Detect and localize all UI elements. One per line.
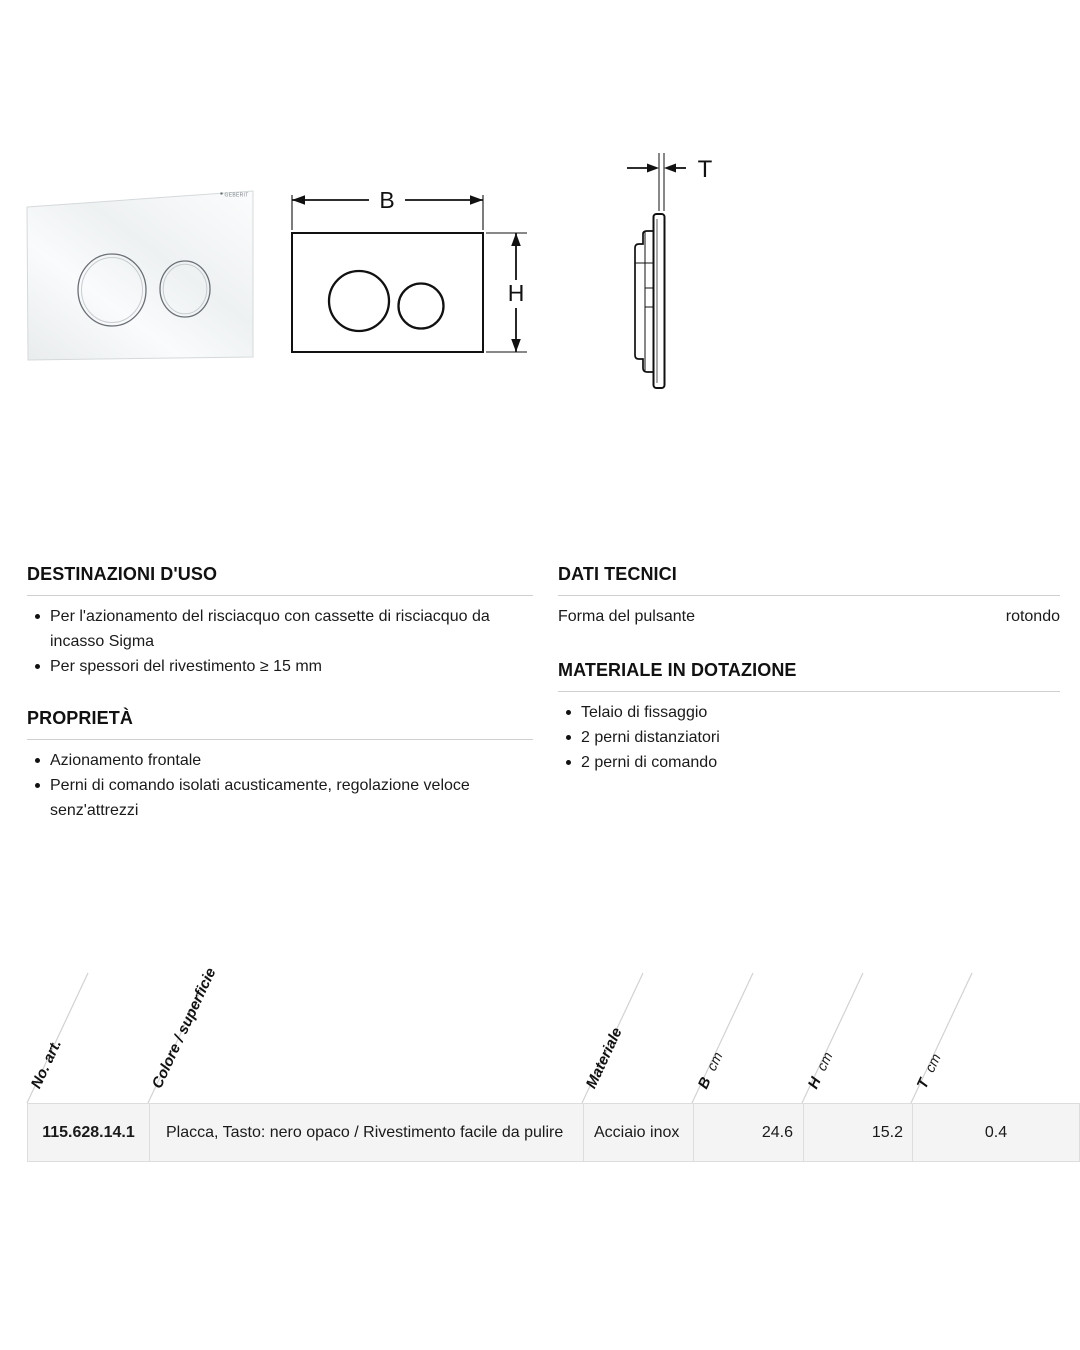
tech-data-row — [558, 604, 1060, 629]
dimension-label-t: T — [697, 156, 713, 183]
list-item: Telaio di fissaggio — [558, 700, 1060, 725]
side-view-drawing — [595, 140, 735, 400]
front-view-drawing — [270, 145, 550, 385]
column-header-label: Colore / superficie — [148, 965, 220, 1092]
column-header-unit: cm — [813, 1049, 836, 1074]
section-title-dati-tecnici: DATI TECNICI — [558, 563, 1060, 596]
side-view-plate — [654, 214, 665, 388]
column-header-label: T — [913, 1076, 933, 1092]
cell-dimension-t: 0.4 — [912, 1104, 1079, 1161]
section-title-proprieta: PROPRIETÀ — [27, 707, 533, 740]
cell-article-number: 115.628.14.1 — [42, 1123, 135, 1141]
flush-plate-image — [27, 191, 253, 360]
left-text-column — [27, 563, 533, 823]
column-header-label: Materiale — [582, 1025, 626, 1092]
proprieta-list — [27, 748, 533, 823]
brand-logo-mark — [221, 193, 223, 195]
h-arrowhead-bottom — [511, 339, 521, 352]
t-arrowhead-right — [664, 164, 676, 173]
product-photo — [15, 178, 265, 373]
tech-data-label: Forma del pulsante — [558, 608, 695, 625]
cell-materiale: Acciaio inox — [583, 1104, 693, 1161]
column-header-label: B — [694, 1074, 715, 1092]
list-item: Per spessori del rivestimento ≥ 15 mm — [27, 654, 533, 679]
section-title-materiale-dotazione: MATERIALE IN DOTAZIONE — [558, 659, 1060, 692]
list-item: Per l'azionamento del risciacquo con cassette di risciacquo da incasso Sigma — [27, 604, 533, 654]
cell-dimension-b: 24.6 — [693, 1104, 803, 1161]
b-arrowhead-left — [292, 195, 305, 205]
column-header-label: No. art. — [27, 1037, 66, 1092]
list-item: Perni di comando isolati acusticamente, regolazione veloce senz'attrezzi — [27, 773, 533, 823]
list-item: Azionamento frontale — [27, 748, 533, 773]
right-text-column — [558, 563, 1060, 775]
destinazioni-uso-list — [27, 604, 533, 679]
brand-logo-text: GEBERIT — [224, 192, 249, 199]
dimension-label-h: H — [507, 280, 525, 306]
list-item: 2 perni di comando — [558, 750, 1060, 775]
tech-data-value: rotondo — [1005, 608, 1060, 625]
column-header-label: H — [804, 1074, 825, 1092]
materiale-dotazione-list — [558, 700, 1060, 775]
column-header-unit: cm — [921, 1051, 944, 1075]
list-item: 2 perni distanziatori — [558, 725, 1060, 750]
h-arrowhead-top — [511, 233, 521, 246]
b-arrowhead-right — [470, 195, 483, 205]
section-title-destinazioni-uso: DESTINAZIONI D'USO — [27, 563, 533, 596]
cell-colore-superficie: Placca, Tasto: nero opaco / Rivestimento facile da pulire — [149, 1104, 583, 1161]
column-header-unit: cm — [703, 1049, 726, 1074]
t-arrowhead-left — [647, 164, 659, 173]
table-row — [27, 1103, 1080, 1162]
dimension-label-b: B — [379, 187, 395, 213]
cell-dimension-h: 15.2 — [803, 1104, 912, 1161]
